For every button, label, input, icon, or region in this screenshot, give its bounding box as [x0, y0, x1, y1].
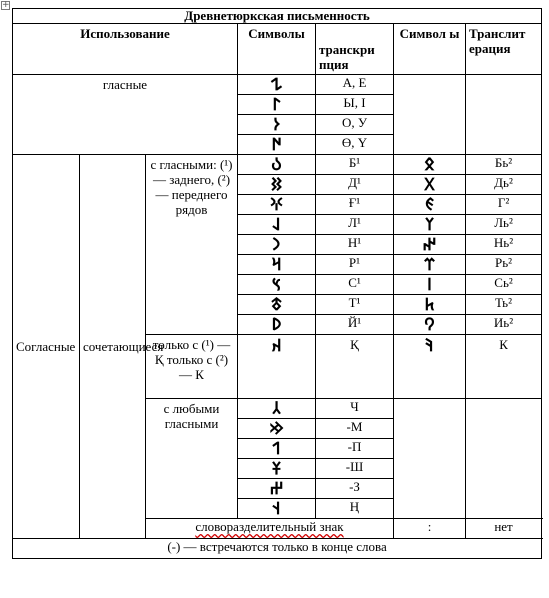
- consonant-glyph: 𐰞: [238, 215, 316, 235]
- vowels-label: гласные: [13, 75, 238, 155]
- vowel-transcription: А, Е: [316, 75, 394, 95]
- consonant-glyph-front: 𐰏: [394, 195, 466, 215]
- transliteration-cell: Г²: [466, 195, 542, 215]
- transcription-cell: Ң: [316, 499, 394, 519]
- consonant-glyph-z: 𐰔: [238, 479, 316, 499]
- old-turkic-script-table: [12, 8, 542, 559]
- vowel-glyph-oe: 𐰇: [238, 135, 316, 155]
- consonant-glyph: 𐰽: [238, 275, 316, 295]
- consonant-glyph-front: 𐰘: [394, 315, 466, 335]
- transcription-cell: Р¹: [316, 255, 394, 275]
- footnote: (-) — встречаются только в конце слова: [13, 539, 542, 559]
- with-vowels-label: с гласными: (¹) — заднего, (²) — переднего рядов: [146, 155, 238, 335]
- empty-cell: [394, 399, 466, 519]
- header-transcription: транскри пция: [316, 24, 394, 75]
- empty-cell: [466, 75, 542, 155]
- consonant-glyph: 𐰉: [238, 155, 316, 175]
- consonant-glyph-front: 𐰠: [394, 215, 466, 235]
- transcription-cell: Д¹: [316, 175, 394, 195]
- consonant-glyph-front: 𐰋: [394, 155, 466, 175]
- vowel-transcription: О, У: [316, 115, 394, 135]
- vowel-glyph-o: 𐰆: [238, 115, 316, 135]
- header-usage: Использование: [13, 24, 238, 75]
- table-move-handle-icon[interactable]: +: [2, 0, 10, 10]
- separator-label: [146, 519, 394, 539]
- transliteration-cell: Сь²: [466, 275, 542, 295]
- consonant-glyph: 𐱃: [238, 295, 316, 315]
- consonants-label: Согласные: [13, 155, 80, 539]
- consonant-glyph-k: 𐰚: [394, 335, 466, 399]
- consonant-glyph: 𐰍: [238, 195, 316, 215]
- transcription-cell: -М: [316, 419, 394, 439]
- transcription-cell: -П: [316, 439, 394, 459]
- consonant-glyph-ch: 𐰲: [238, 399, 316, 419]
- transliteration-cell: Ль²: [466, 215, 542, 235]
- transcription-cell: -Ш: [316, 459, 394, 479]
- consonant-glyph-p: 𐰯: [238, 439, 316, 459]
- transliteration-cell: К: [466, 335, 542, 399]
- separator-value: нет: [466, 519, 542, 539]
- vowel-transcription: Ы, І: [316, 95, 394, 115]
- transcription-cell: С¹: [316, 275, 394, 295]
- transliteration-cell: Рь²: [466, 255, 542, 275]
- vowel-glyph-a: 𐰁: [238, 75, 316, 95]
- transcription-cell: -З: [316, 479, 394, 499]
- consonant-glyph: 𐰺: [238, 255, 316, 275]
- transliteration-cell: Ть²: [466, 295, 542, 315]
- consonant-glyph-m: 𐰢: [238, 419, 316, 439]
- empty-cell: [466, 399, 542, 519]
- spellcheck-word: словоразделительный знак: [195, 519, 344, 534]
- transliteration-cell: Иь²: [466, 315, 542, 335]
- header-transliteration: Транслит ерация: [466, 24, 542, 75]
- transcription-cell: Т¹: [316, 295, 394, 315]
- transcription-cell: Ч: [316, 399, 394, 419]
- table-title: Древнетюркская письменность: [13, 9, 542, 24]
- consonant-glyph-front: 𐰼: [394, 255, 466, 275]
- transcription-cell: Н¹: [316, 235, 394, 255]
- consonant-glyph: 𐰑: [238, 175, 316, 195]
- consonant-glyph-front: 𐰤: [394, 235, 466, 255]
- header-symbols-2: Символ ы: [394, 24, 466, 75]
- consonant-glyph-q: 𐰴: [238, 335, 316, 399]
- consonant-glyph-sh: 𐱁: [238, 459, 316, 479]
- transliteration-cell: Нь²: [466, 235, 542, 255]
- combined-label: сочетающиеся: [80, 155, 146, 539]
- vowel-glyph-y: 𐰃: [238, 95, 316, 115]
- any-vowel-label: с любыми гласными: [146, 399, 238, 519]
- consonant-glyph: 𐰣: [238, 235, 316, 255]
- consonant-glyph-ng: 𐰭: [238, 499, 316, 519]
- transcription-cell: Б¹: [316, 155, 394, 175]
- consonant-glyph-front: 𐰾: [394, 275, 466, 295]
- consonant-glyph: 𐰖: [238, 315, 316, 335]
- transcription-cell: Й¹: [316, 315, 394, 335]
- q-row-label: только с (¹) — Қ только с (²) — К: [146, 335, 238, 399]
- header-symbols: Символы: [238, 24, 316, 75]
- transcription-cell: Ғ¹: [316, 195, 394, 215]
- separator-glyph: :: [394, 519, 466, 539]
- vowel-transcription: Ө, Ү: [316, 135, 394, 155]
- transcription-cell: Л¹: [316, 215, 394, 235]
- consonant-glyph-front: 𐰓: [394, 175, 466, 195]
- empty-cell: [394, 75, 466, 155]
- consonant-glyph-front: 𐱅: [394, 295, 466, 315]
- transliteration-cell: Бь²: [466, 155, 542, 175]
- transliteration-cell: Дь²: [466, 175, 542, 195]
- transcription-cell: Қ: [316, 335, 394, 399]
